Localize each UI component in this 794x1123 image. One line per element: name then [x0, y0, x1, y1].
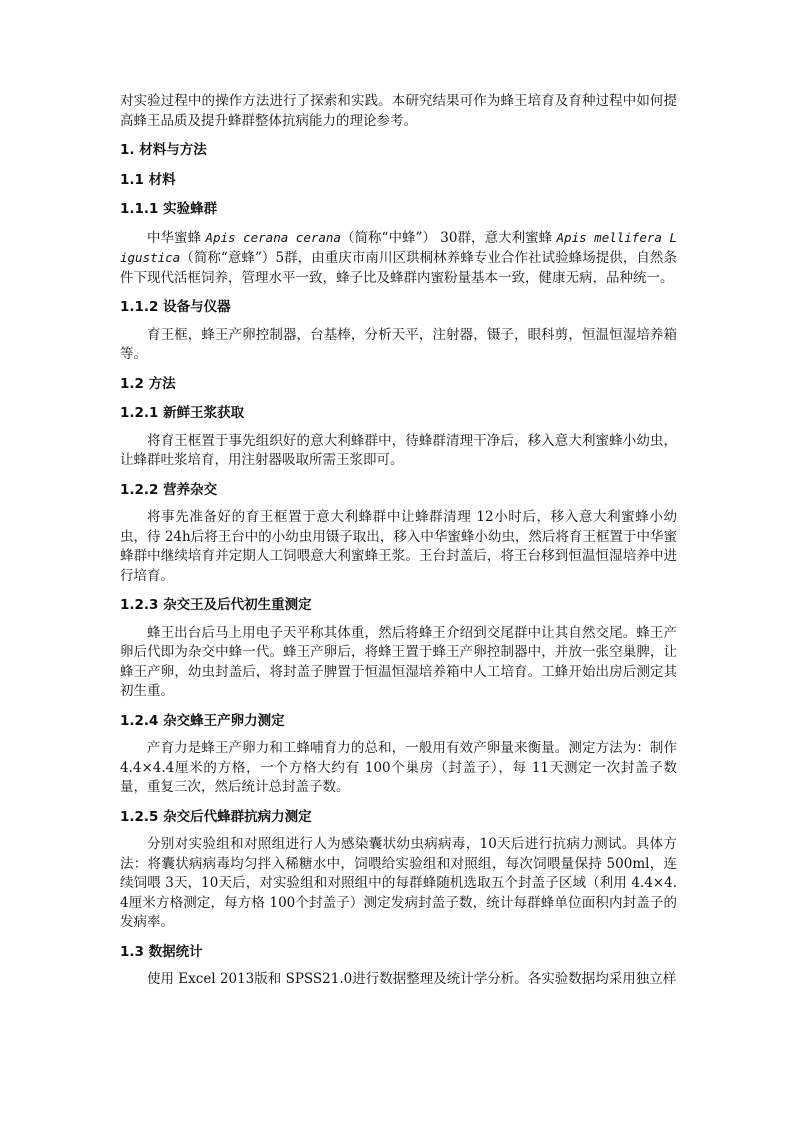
document-page	[120, 92, 677, 990]
paragraph-disease-resistance: 分别对实验组和对照组进行人为感染囊状幼虫病病毒，10天后进行抗病力测试。具体方法：将囊状病病毒均匀拌入稀糖水中，饲喂给实验组和对照组，每次饲喂量保持 500ml，连续饲喂 3天，10天后，对实验组和对照组中的每群蜂随机选取五个封盖子区域（利用 4.4×4.4厘米方格测定，每方格 100个封盖子）测定发病封盖子数，统计每群蜂单位面积内封盖子的发病率。	[120, 836, 677, 930]
section-heading-1-2-4: 1.2.4 杂交蜂王产卵力测定	[120, 712, 285, 729]
section-heading-1-2-1: 1.2.1 新鲜王浆获取	[120, 405, 245, 421]
paragraph-hybridization: 将事先准备好的育王框置于意大利蜂群中让蜂群清理 12小时后，移入意大利蜜蜂小幼虫，待 24h后将王台中的小幼虫用镊子取出，移入中华蜜蜂小幼虫，然后将育王框置于中华蜜蜂群中继续培育并定期人工饲喂意大利蜜蜂王浆。王台封盖后，将王台移到恒温恒湿培养中进行培育。	[120, 509, 677, 584]
section-heading-1-1-2: 1.1.2 设备与仪器	[120, 299, 231, 315]
paragraph-birth-weight: 蜂王出台后马上用电子天平称其体重，然后将蜂王介绍到交尾群中让其自然交尾。蜂王产卵后代即为杂交中蜂一代。蜂王产卵后，将蜂王置于蜂王产卵控制器中，并放一张空巢脾，让蜂王产卵，幼虫封盖后，将封盖子脾置于恒温恒湿培养箱中人工培育。工蜂开始出房后测定其初生重。	[120, 624, 677, 699]
paragraph-egg-laying: 产育力是蜂王产卵力和工蜂哺育力的总和，一般用有效产卵量来衡量。测定方法为：制作 4.4×4.4厘米的方格，一个方格大约有 100个巢房（封盖子），每 11天测定一次封盖子数量，重复三次，然后统计总封盖子数。	[120, 740, 677, 795]
latin-name-apis-cerana: Apis cerana cerana	[205, 229, 341, 245]
section-heading-1: 1. 材料与方法	[120, 142, 207, 158]
section-heading-1-2-2: 1.2.2 营养杂交	[120, 481, 218, 498]
paragraph-bee-colonies	[120, 228, 677, 289]
section-heading-1-2: 1.2 方法	[120, 375, 176, 392]
section-heading-1-1-1: 1.1.1 实验蜂群	[120, 201, 218, 217]
p1-text-a: 中华蜜蜂	[147, 229, 206, 246]
section-heading-1-1: 1.1 材料	[120, 171, 176, 188]
p1-text-b: （简称“中蜂”） 30群，意大利蜜蜂	[340, 229, 557, 246]
latin-name-apis-mellifera: Apis mellifera Ligustica	[120, 229, 677, 265]
section-heading-1-2-3: 1.2.3 杂交王及后代初生重测定	[120, 597, 312, 613]
p1-text-c: （简称“意蜂”）5群，由重庆市南川区珙桐林养蜂专业合作社试验蜂场提供，自然条件下现代活框饲养，管理水平一致，蜂子比及蜂群内蜜粉量基本一致，健康无病，品种统一。	[120, 250, 677, 286]
intro-paragraph: 对实验过程中的操作方法进行了探索和实践。本研究结果可作为蜂王培育及育种过程中如何提高蜂王品质及提升蜂群整体抗病能力的理论参考。	[120, 93, 677, 129]
paragraph-royal-jelly: 将育王框置于事先组织好的意大利蜂群中，待蜂群清理干净后，移入意大利蜜蜂小幼虫，让蜂群吐浆培育，用注射器吸取所需王浆即可。	[120, 432, 677, 468]
section-heading-1-3: 1.3 数据统计	[120, 943, 203, 960]
paragraph-equipment: 育王框，蜂王产卵控制器，台基棒，分析天平，注射器，镊子，眼科剪，恒温恒湿培养箱等。	[120, 326, 677, 362]
paragraph-statistics: 使用 Excel 2013版和 SPSS21.0进行数据整理及统计学分析。各实验数据均采用独立样	[147, 971, 677, 987]
section-heading-1-2-5: 1.2.5 杂交后代蜂群抗病力测定	[120, 808, 312, 825]
